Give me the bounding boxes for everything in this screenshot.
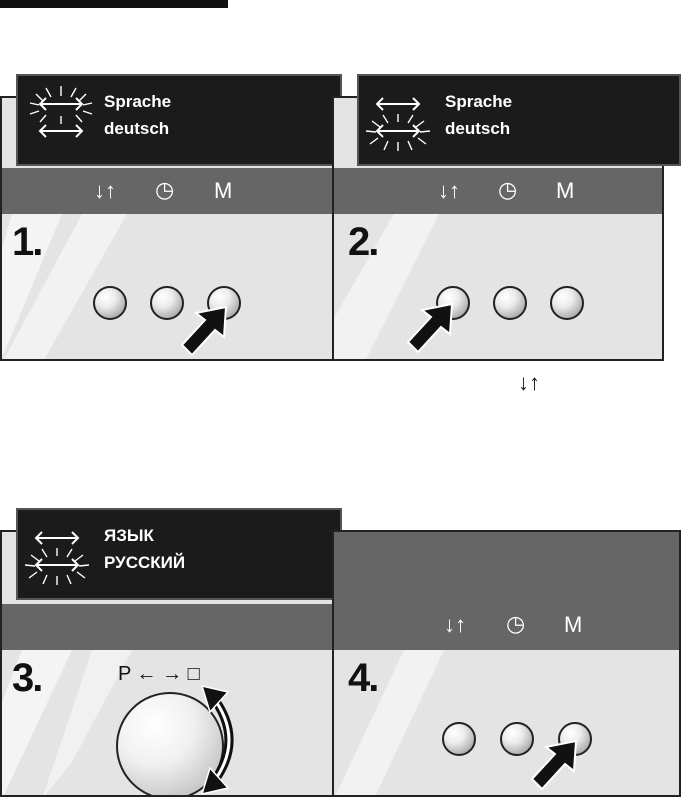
- step-4-panel: [332, 530, 681, 797]
- display-line-2: deutsch: [445, 119, 511, 138]
- display-line-2: deutsch: [104, 119, 170, 138]
- step-number: 1.: [12, 220, 42, 264]
- step-number: 4.: [348, 656, 378, 700]
- button-3[interactable]: [550, 286, 584, 320]
- press-arrow-icon: [406, 300, 466, 356]
- menu-m-icon: M: [556, 178, 575, 203]
- display-screen: [357, 74, 681, 166]
- clock-icon: ◷: [506, 611, 526, 636]
- arrows-up-down-icon: ↓↑: [438, 178, 460, 203]
- button-2[interactable]: [500, 722, 534, 756]
- control-strip: [2, 604, 332, 650]
- rotate-arrow-icon: [200, 682, 250, 797]
- display-screen: [16, 74, 342, 166]
- button-2[interactable]: [150, 286, 184, 320]
- button-1[interactable]: [93, 286, 127, 320]
- clock-icon: ◷: [155, 177, 175, 202]
- display-line-2: РУССКИЙ: [104, 553, 186, 572]
- display-line-1: ЯЗЫК: [104, 526, 154, 545]
- display-line-1: Sprache: [104, 92, 172, 111]
- button-1[interactable]: [442, 722, 476, 756]
- clock-icon: ◷: [498, 177, 518, 202]
- press-arrow-icon: [530, 737, 590, 793]
- button-2[interactable]: [493, 286, 527, 320]
- blinking-arrows-icon: [363, 84, 433, 154]
- blinking-arrows-icon: [22, 518, 92, 588]
- program-dial-label: P ← → □: [118, 663, 200, 685]
- step-number: 3.: [12, 656, 42, 700]
- arrows-up-down-icon: ↓↑: [518, 370, 540, 395]
- menu-m-icon: M: [214, 178, 233, 203]
- display-screen: [16, 508, 342, 600]
- menu-m-icon: M: [564, 612, 583, 637]
- step-number: 2.: [348, 220, 378, 264]
- arrows-up-down-icon: ↓↑: [94, 178, 116, 203]
- display-line-1: Sprache: [445, 92, 513, 111]
- arrows-up-down-icon: ↓↑: [444, 612, 466, 637]
- header-bar: [0, 0, 228, 8]
- blinking-arrows-icon: [26, 84, 96, 154]
- press-arrow-icon: [180, 303, 240, 359]
